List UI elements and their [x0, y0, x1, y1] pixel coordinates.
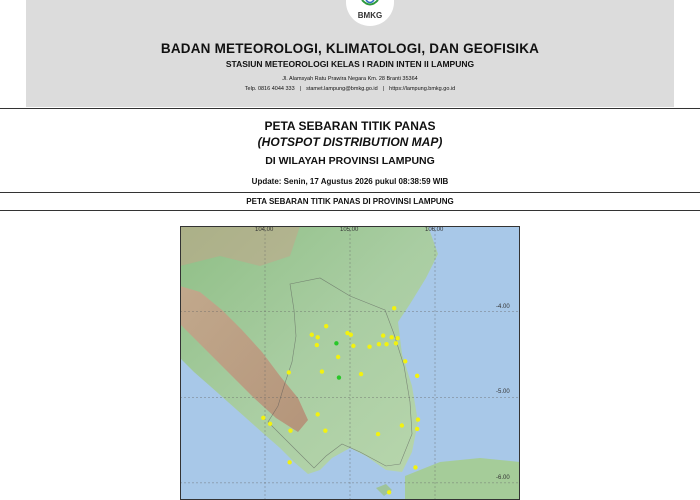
hotspot-marker[interactable] — [315, 343, 319, 347]
hotspot-marker[interactable] — [287, 370, 291, 374]
bmkg-logo — [346, 0, 394, 26]
hotspot-marker[interactable] — [367, 345, 371, 349]
separator: | — [299, 86, 302, 92]
page-title: PETA SEBARAN TITIK PANAS — [264, 119, 436, 133]
hotspot-marker[interactable] — [416, 417, 420, 421]
hotspot-marker[interactable] — [287, 460, 291, 464]
latitude-tick-label: -6.00 — [496, 474, 510, 481]
map-title: PETA SEBARAN TITIK PANAS DI PROVINSI LAMPUNG — [246, 197, 454, 206]
bmkg-logo-icon — [360, 0, 380, 8]
hotspot-marker[interactable] — [336, 355, 340, 359]
contact-line — [0, 86, 700, 92]
station-address: Jl. Alamsyah Ratu Prawira Negara Km. 28 Branti 35364 — [282, 76, 418, 82]
longitude-tick-label: 106.00 — [425, 227, 444, 233]
website-link[interactable]: https://lampung.bmkg.go.id — [389, 86, 456, 92]
hotspot-marker[interactable] — [387, 490, 391, 494]
longitude-tick-label: 104.00 — [255, 227, 274, 233]
hotspot-marker[interactable] — [415, 374, 419, 378]
hotspot-marker[interactable] — [403, 359, 407, 363]
map-canvas — [180, 226, 520, 500]
hotspot-marker[interactable] — [288, 428, 292, 432]
hotspot-marker[interactable] — [376, 432, 380, 436]
hotspot-marker[interactable] — [384, 342, 388, 346]
hotspot-marker[interactable] — [415, 427, 419, 431]
hotspot-marker[interactable] — [337, 375, 341, 379]
hotspot-marker[interactable] — [400, 423, 404, 427]
divider-line — [0, 210, 700, 211]
page-region: DI WILAYAH PROVINSI LAMPUNG — [265, 155, 435, 167]
hotspot-marker[interactable] — [351, 344, 355, 348]
page-subtitle: (HOTSPOT DISTRIBUTION MAP) — [257, 135, 443, 149]
hotspot-marker[interactable] — [394, 341, 398, 345]
hotspot-marker[interactable] — [349, 333, 353, 337]
hotspot-marker[interactable] — [381, 333, 385, 337]
logo-text: BMKG — [357, 11, 383, 20]
email-link[interactable]: stamet.lampung@bmkg.go.id — [306, 86, 378, 92]
update-timestamp: Update: Senin, 17 Agustus 2026 pukul 08:38:59 WIB — [251, 177, 449, 186]
hotspot-marker[interactable] — [334, 341, 338, 345]
phone-text: Telp. 0816 4044 333 — [244, 86, 295, 92]
latitude-tick-label: -4.00 — [496, 303, 510, 310]
latitude-tick-label: -5.00 — [496, 389, 510, 396]
hotspot-marker[interactable] — [268, 422, 272, 426]
separator: | — [382, 86, 385, 92]
hotspot-marker[interactable] — [392, 306, 396, 310]
hotspot-marker[interactable] — [316, 412, 320, 416]
hotspot-marker[interactable] — [377, 342, 381, 346]
hotspot-marker[interactable] — [261, 416, 265, 420]
hotspot-marker[interactable] — [359, 372, 363, 376]
hotspot-marker[interactable] — [316, 335, 320, 339]
hotspot-marker[interactable] — [389, 335, 393, 339]
station-name: STASIUN METEOROLOGI KELAS I RADIN INTEN II LAMPUNG — [225, 59, 475, 69]
hotspot-marker[interactable] — [395, 336, 399, 340]
hotspot-marker[interactable] — [413, 465, 417, 469]
longitude-tick-label: 105.00 — [340, 227, 359, 233]
hotspot-marker[interactable] — [320, 369, 324, 373]
divider-line — [0, 108, 700, 109]
hotspot-marker[interactable] — [310, 333, 314, 337]
divider-line — [0, 192, 700, 193]
hotspot-marker[interactable] — [323, 428, 327, 432]
hotspot-map[interactable] — [180, 226, 520, 500]
agency-name: BADAN METEOROLOGI, KLIMATOLOGI, DAN GEOFISIKA — [160, 41, 540, 56]
hotspot-marker[interactable] — [324, 324, 328, 328]
